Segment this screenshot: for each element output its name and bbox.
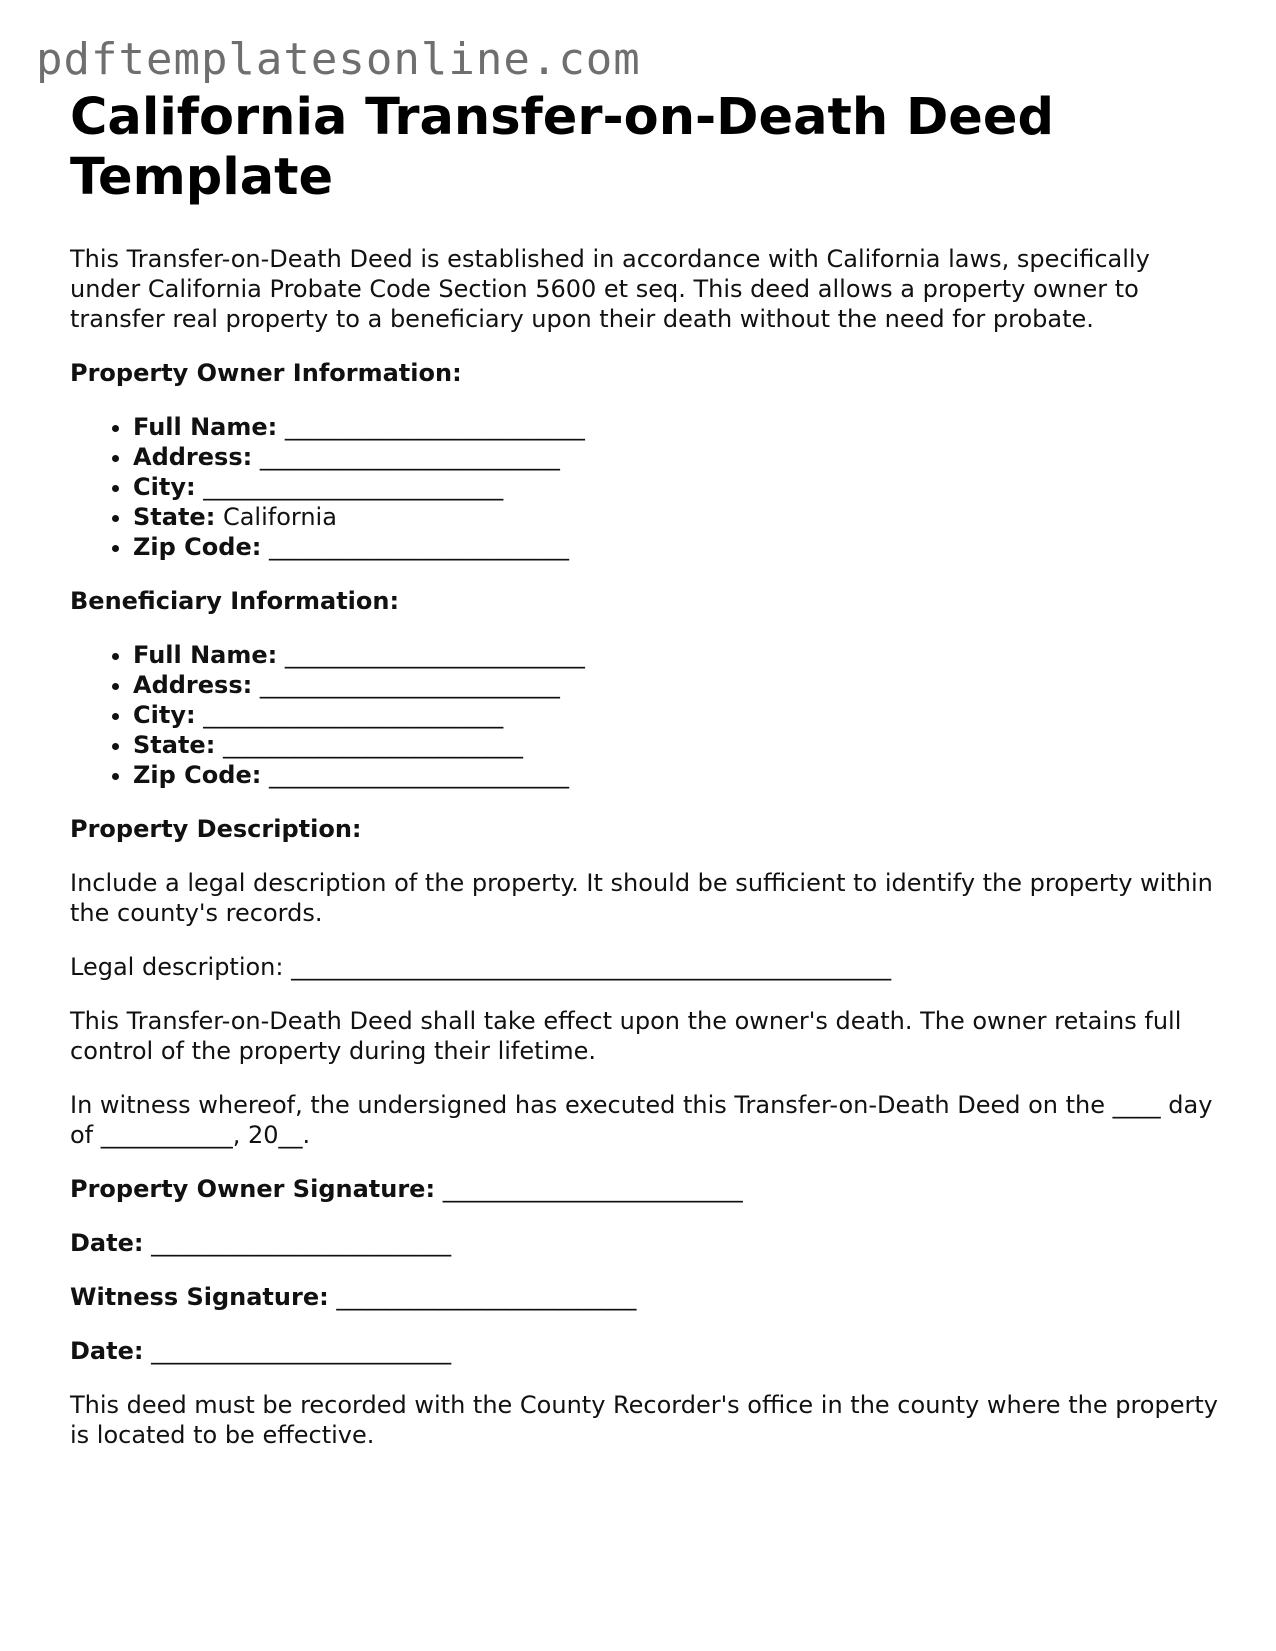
list-item	[133, 502, 1220, 532]
field-value[interactable]: _________________________	[268, 761, 569, 789]
owner-fields-list	[70, 412, 1220, 562]
field-label: City:	[133, 473, 196, 501]
property-instruction: Include a legal description of the property. It should be sufficient to identify the property within the county's records.	[70, 869, 1213, 927]
field-value[interactable]: _________________________	[284, 413, 585, 441]
field-label: Address:	[133, 443, 253, 471]
owner-signature-label: Property Owner Signature:	[70, 1175, 436, 1203]
list-item	[133, 412, 1220, 442]
list-item	[133, 442, 1220, 472]
field-label: Address:	[133, 671, 253, 699]
field-label: Zip Code:	[133, 761, 262, 789]
date-field[interactable]: _________________________	[151, 1337, 452, 1365]
field-label: Full Name:	[133, 413, 278, 441]
list-item	[133, 532, 1220, 562]
document-title: California Transfer-on-Death Deed Template	[70, 88, 1054, 207]
owner-signature-line	[70, 1174, 1220, 1204]
list-item	[133, 730, 1220, 760]
field-value[interactable]: _________________________	[268, 533, 569, 561]
watermark: pdftemplatesonline.com	[36, 34, 641, 85]
beneficiary-fields-list	[70, 640, 1220, 790]
field-value[interactable]: California	[222, 503, 337, 531]
field-label: Full Name:	[133, 641, 278, 669]
date-field[interactable]: _________________________	[151, 1229, 452, 1257]
witness-paragraph: In witness whereof, the undersigned has executed this Transfer-on-Death Deed on the ____ day of ___________, 20__.	[70, 1091, 1213, 1149]
date-line-1	[70, 1228, 1220, 1258]
list-item	[133, 640, 1220, 670]
field-value[interactable]: _________________________	[284, 641, 585, 669]
list-item	[133, 700, 1220, 730]
field-value[interactable]: _________________________	[203, 701, 504, 729]
field-label: City:	[133, 701, 196, 729]
witness-signature-line	[70, 1282, 1220, 1312]
field-value[interactable]: _________________________	[259, 443, 560, 471]
property-section-heading: Property Description:	[70, 815, 362, 843]
witness-signature-label: Witness Signature:	[70, 1283, 329, 1311]
field-label: State:	[133, 503, 216, 531]
date-label: Date:	[70, 1229, 144, 1257]
beneficiary-section-heading: Beneficiary Information:	[70, 587, 400, 615]
list-item	[133, 760, 1220, 790]
list-item	[133, 670, 1220, 700]
footer-paragraph: This deed must be recorded with the County Recorder's office in the county where the property is located to be effective.	[70, 1391, 1218, 1449]
document-page	[70, 88, 1220, 1450]
legal-description-field[interactable]: Legal description: __________________________________________________	[70, 953, 892, 981]
witness-signature-field[interactable]: _________________________	[336, 1283, 637, 1311]
owner-signature-field[interactable]: _________________________	[442, 1175, 743, 1203]
field-value[interactable]: _________________________	[259, 671, 560, 699]
intro-paragraph: This Transfer-on-Death Deed is established in accordance with California laws, specifically under California Probate Code Section 5600 et seq. This deed allows a property owner to transfer real property to a beneficiary upon their death without the need for probate.	[70, 245, 1150, 333]
list-item	[133, 472, 1220, 502]
date-label: Date:	[70, 1337, 144, 1365]
field-value[interactable]: _________________________	[203, 473, 504, 501]
field-label: Zip Code:	[133, 533, 262, 561]
effect-paragraph: This Transfer-on-Death Deed shall take effect upon the owner's death. The owner retains full control of the property during their lifetime.	[70, 1007, 1182, 1065]
field-label: State:	[133, 731, 216, 759]
date-line-2	[70, 1336, 1220, 1366]
field-value[interactable]: _________________________	[222, 731, 523, 759]
owner-section-heading: Property Owner Information:	[70, 359, 462, 387]
